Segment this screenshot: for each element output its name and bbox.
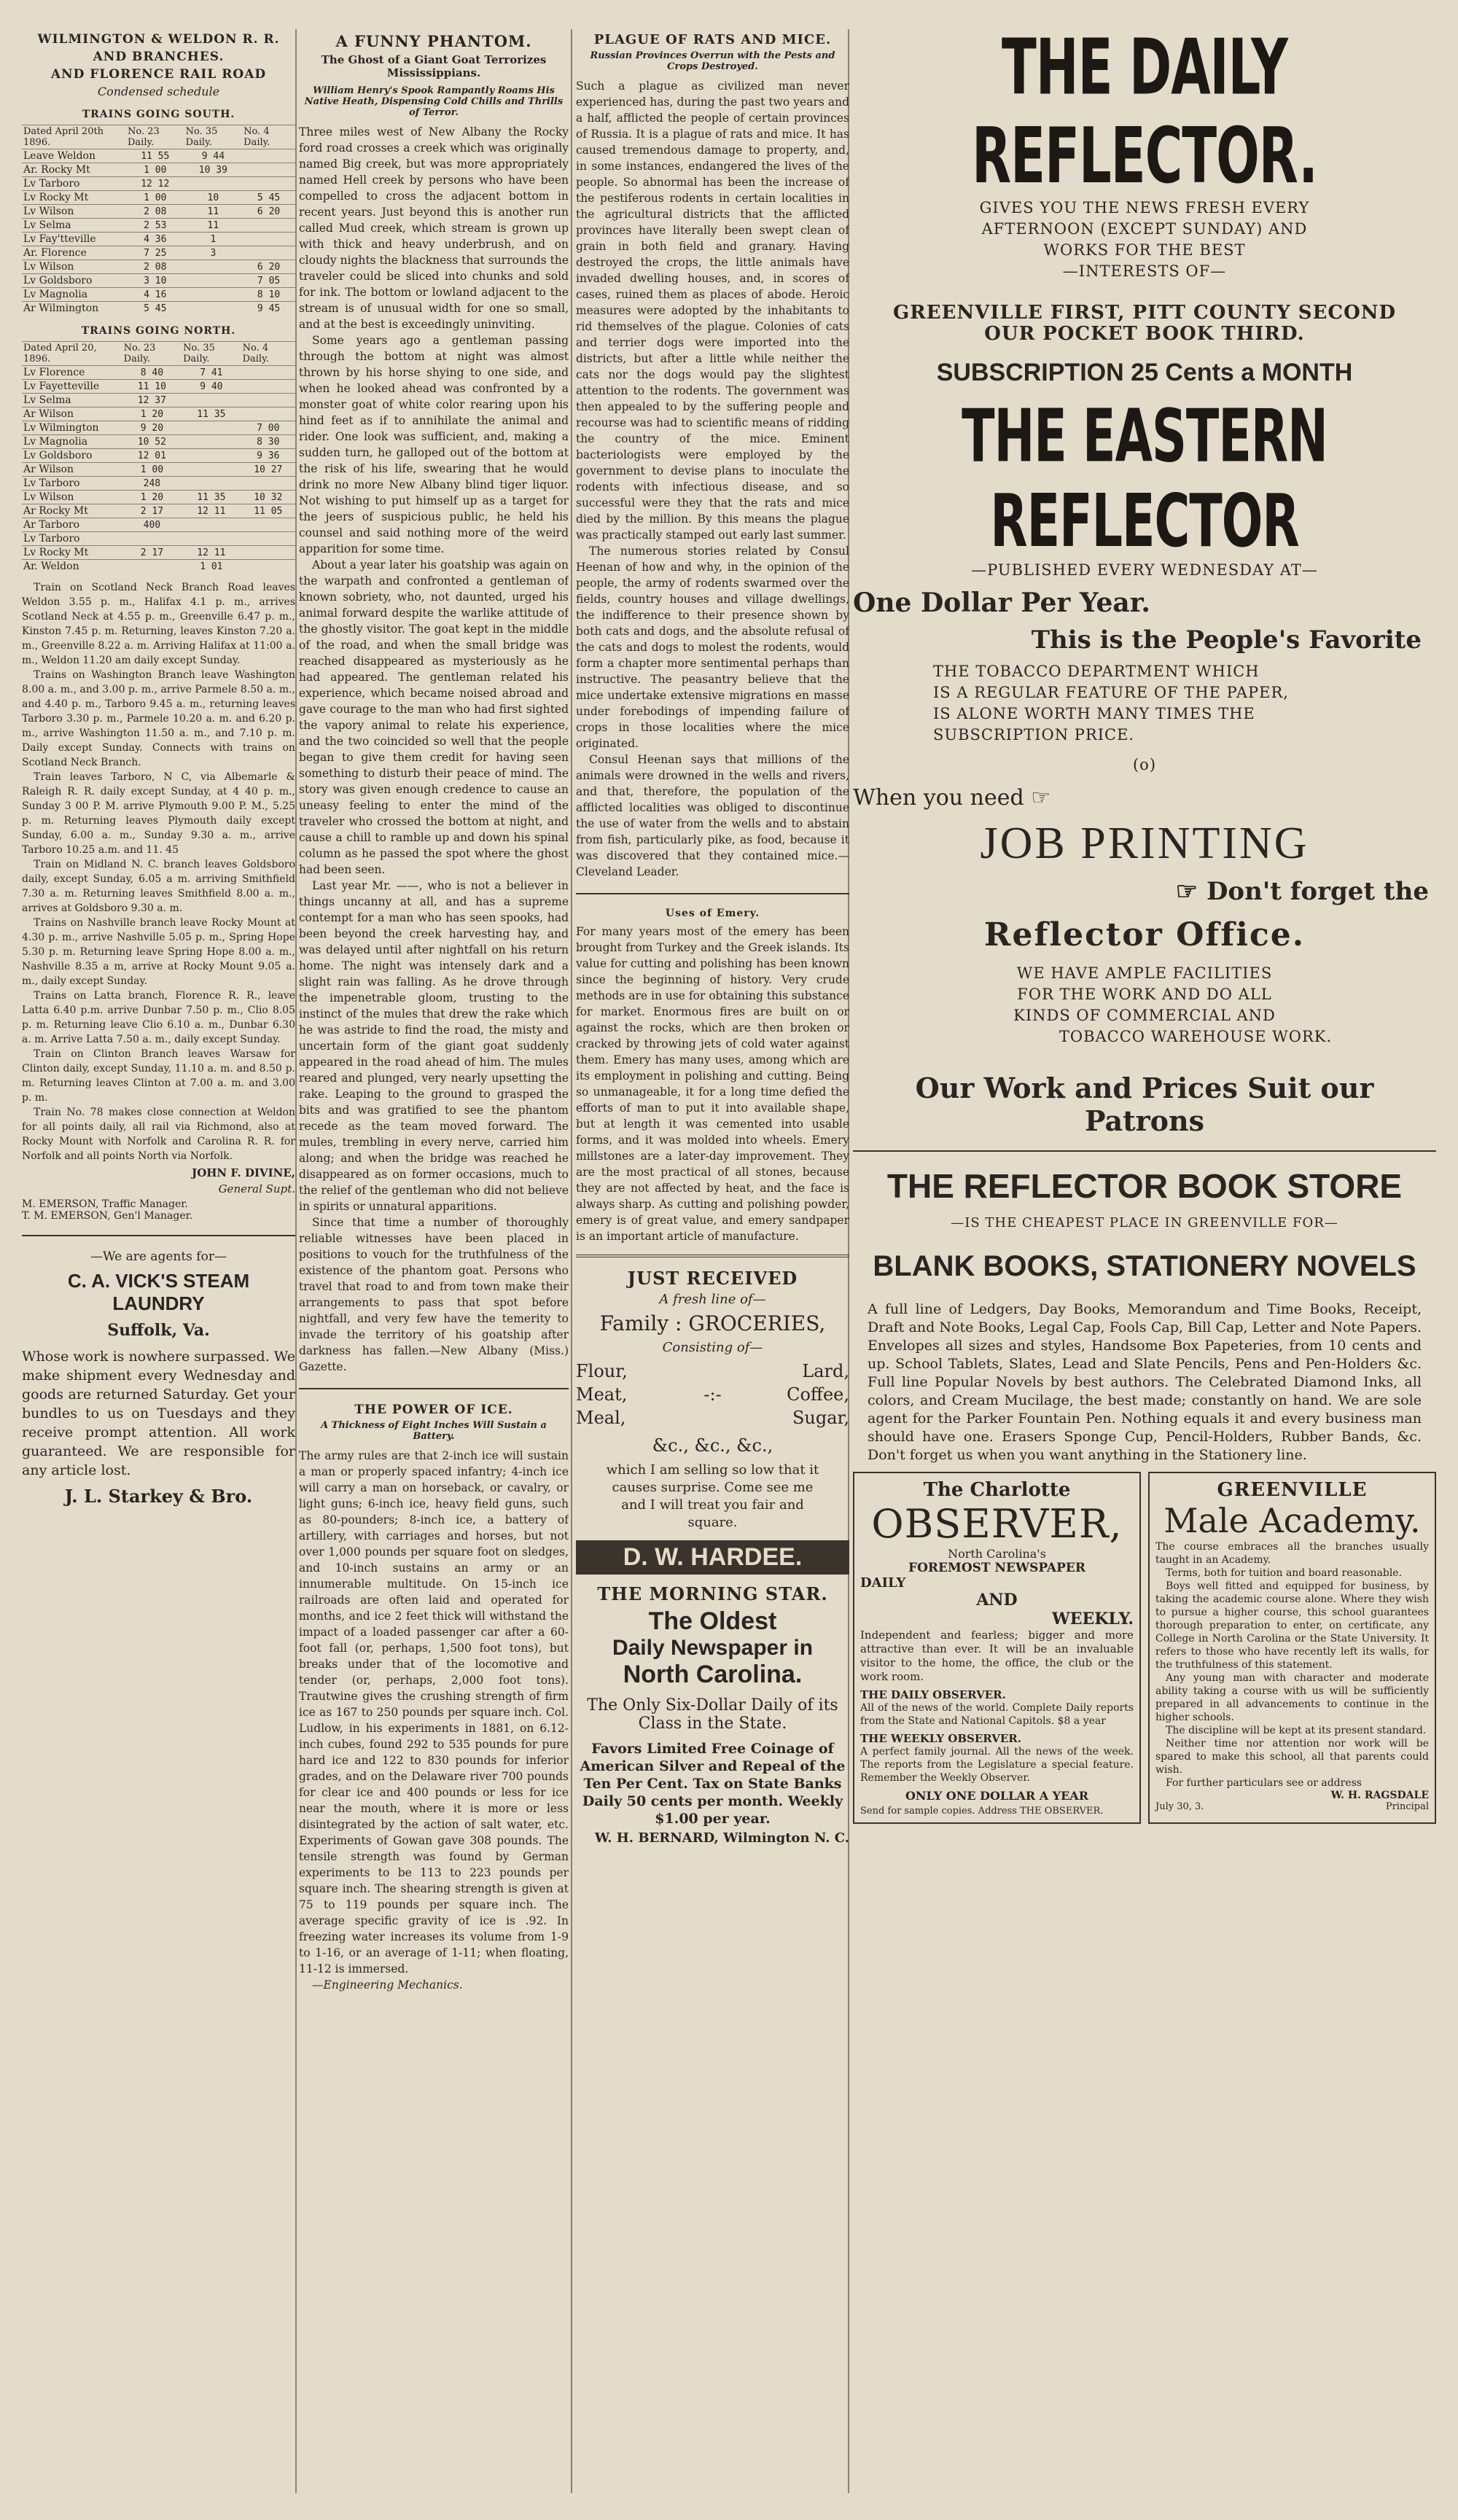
daily-line3: WORKS FOR THE BEST: [1043, 241, 1246, 259]
south-col-2: No. 4 Daily.: [242, 125, 295, 149]
observer-daily-hdr: THE DAILY OBSERVER.: [860, 1688, 1006, 1701]
south-time: 8 10: [242, 288, 295, 302]
south-row: [22, 233, 295, 246]
south-time: 2 53: [126, 219, 184, 233]
observer-foremost: FOREMOST NEWSPAPER: [908, 1561, 1085, 1575]
north-row: [22, 421, 295, 435]
phantom-subtitle: The Ghost of a Giant Goat Terrorizes Mississippians.: [321, 53, 547, 79]
south-time: 4 16: [126, 288, 184, 302]
column-plague: [576, 29, 849, 2508]
branch-schedules: [22, 580, 295, 1163]
academy-body7: For further particulars see or address: [1166, 1777, 1362, 1789]
north-time: [122, 560, 182, 574]
north-station: Lv Rocky Mt: [22, 546, 122, 560]
pointing-hand-icon: ☞: [1031, 785, 1051, 811]
north-time: 12 11: [182, 504, 241, 518]
when-line: [853, 785, 1436, 811]
subscription-line: SUBSCRIPTION 25 Cents a MONTH: [936, 359, 1353, 386]
south-station: Lv Wilson: [22, 260, 126, 274]
divider: [299, 1388, 569, 1389]
north-time: [241, 546, 295, 560]
south-col-0: No. 23 Daily.: [126, 125, 184, 149]
academy-greenville: GREENVILLE: [1217, 1479, 1368, 1501]
when-text: When you need: [853, 785, 1024, 811]
south-station: Lv Wilson: [22, 205, 126, 219]
south-row: [22, 177, 295, 191]
north-time: 9 36: [241, 449, 295, 463]
laundry-location: Suffolk, Va.: [107, 1321, 210, 1340]
south-row: [22, 163, 295, 177]
north-station: Lv Wilmington: [22, 421, 122, 435]
ice-body: The army rules are that 2-inch ice will sustain a man or properly spaced infantry; 4-inch ice will carry a man on horseback, or cavalry, or light guns; 6-inch ice, heavy field guns, such as 80-pounders; 8-inch ice, a battery of artillery, with carriages and horses, but not over 1,000 pounds per square foot on sledges, and 10-inch sustains an army or an innumerable multitude. On 15-inch ice railroads are often laid and operated for months, and ice 2 feet thick will withstand the impact of a loaded passenger car after a 60-foot fall (or, perhaps, 1,500 foot tons), but breaks under that of the locomotive and tender (or, perhaps, 2,000 foot tons). Trautwine gives the crushing strength of firm ice as 167 to 250 pounds per square inch. Col. Ludlow, in his experiments in 1881, on 6.12-inch cubes, found 292 to 535 pounds for pure hard ice and 122 to 830 pounds for inferior grades, and on the Delaware river 700 pounds for clear ice and 400 pounds or less for ice near the mouth, where it is more or less disintegrated by the action of salt water, etc. Experiments of Gowan gave 308 pounds. The tensile strength was found by German experiments to be 113 to 223 pounds per square inch. The shearing strength is given at 75 to 119 pounds per square inch. The average specific gravity of ice is .92. In freezing water increases its volume from 1-9 to 1-16, or an average of 1-11; when floating, 11-12 is immersed.: [299, 1449, 569, 1975]
north-station: Ar Tarboro: [22, 518, 122, 532]
star-h1: The Oldest: [648, 1607, 777, 1635]
south-time: [242, 163, 295, 177]
south-dated: Dated April 20th 1896.: [22, 125, 126, 149]
blank-books-line: BLANK BOOKS, STATIONERY NOVELS: [873, 1250, 1416, 1282]
column-phantom: [299, 29, 569, 2508]
grocery-item: Meat,: [576, 1384, 628, 1405]
facilities2: FOR THE WORK AND DO ALL: [1017, 986, 1272, 1003]
divider: [22, 1235, 295, 1236]
eastern-reflector-masthead: THE EASTERN REFLECTOR: [962, 394, 1328, 564]
north-station: Lv Florence: [22, 366, 122, 380]
grocery-item: Meal,: [576, 1408, 626, 1428]
north-time: [182, 449, 241, 463]
south-time: 1 00: [126, 191, 184, 205]
north-station: Lv Fayetteville: [22, 380, 122, 394]
north-time: [241, 407, 295, 421]
academy-body4: Any young man with character and moderate ability taking a course with us will be sufficiently prepared in all advancements to continue in the higher schools.: [1155, 1672, 1429, 1723]
north-row: [22, 546, 295, 560]
daily-line2: AFTERNOON (EXCEPT SUNDAY) AND: [981, 220, 1308, 238]
daily-line4: —INTERESTS OF—: [1062, 262, 1227, 280]
south-row: [22, 205, 295, 219]
south-time: 6 20: [242, 260, 295, 274]
north-station: Lv Wilson: [22, 491, 122, 504]
emery-body: For many years most of the emery has been brought from Turkey and the Greek islands. Its value for cutting and polishing has been known since the beginning of history. Very crude methods are in use for obtaining this substance for market. Enormous fires are built on or against the rocks, which are then broken or cracked by throwing jets of cold water against them. Emery has many uses, among which are its employment in polishing and cutting. Being so unmanageable, it for a long time defied the efforts of man to put it into available shape, but at length it was cemented into usable forms, and it was molded into wheels. Emery millstones are a later-day improvement. They are the most practical of all stones, because they are not affected by heat, and the face is always sharp. As cutting and polishing powder, emery is of great value, and emery sandpaper is an important article of manufacture.: [576, 925, 849, 1243]
south-time: 2 08: [126, 260, 184, 274]
divider: [853, 1150, 1436, 1152]
north-station: Ar Wilson: [22, 407, 122, 421]
branch-paragraph: Trains on Latta branch, Florence R. R., leave Latta 6.40 p.m. arrive Dunbar 7.50 p. m., Clio 8.05 p. m. Returning leave Clio 6.10 a. m., Dunbar 6.30 a. m. Arrive Latta 7.50 a. m., daily except Sunday.: [22, 990, 295, 1045]
observer-name: OBSERVER,: [871, 1501, 1123, 1547]
north-station: Lv Magnolia: [22, 435, 122, 449]
academy-body5: The discipline will be kept at its present standard.: [1166, 1725, 1427, 1736]
academy-signature: W. H. RAGSDALE: [1330, 1790, 1429, 1801]
grocery-item: Coffee,: [787, 1384, 849, 1405]
signature-emerson: M. EMERSON, Traffic Manager.: [22, 1198, 188, 1210]
star-title: THE MORNING STAR.: [597, 1583, 828, 1604]
plague-title: PLAGUE OF RATS AND MICE.: [593, 32, 832, 47]
branch-paragraph: Train on Clinton Branch leaves Warsaw for Clinton daily, except Sunday, 11.10 a. m. and 8.50 p. m. Returning leaves Clinton at 7.00 a. m. and 3.00 p. m.: [22, 1048, 295, 1104]
ornament: (o): [1132, 756, 1157, 773]
north-time: 248: [122, 477, 182, 491]
observer-daily: DAILY: [860, 1575, 906, 1591]
north-row: [22, 504, 295, 518]
south-station: Ar Wilmington: [22, 302, 126, 316]
observer-weekly-body: A perfect family journal. All the news of the week. The reports from the Legislature a special feature. Remember the Weekly Observer.: [860, 1746, 1134, 1784]
north-station: Lv Tarboro: [22, 532, 122, 546]
daily-reflector-masthead: THE DAILY REFLECTOR.: [972, 29, 1317, 201]
tobacco2: IS A REGULAR FEATURE OF THE PAPER,: [933, 684, 1289, 701]
ice-deck: A Thickness of Eight Inches Will Sustain a Battery.: [321, 1420, 547, 1442]
north-time: [241, 560, 295, 574]
north-time: [182, 421, 241, 435]
north-time: 7 00: [241, 421, 295, 435]
observer-sample: Send for sample copies. Address THE OBSERVER.: [860, 1806, 1104, 1817]
grocery-item: Lard,: [802, 1361, 849, 1381]
star-h2: Daily Newspaper in: [612, 1636, 814, 1660]
academy-body3: Boys well fitted and equipped for business, by taking the academic course alone. Where they wish to pursue a higher course, this school guarantees thorough preparation to enter, on certificate, any College in North Carolina or the State University. It refers to those who have recently left its walls, for the truthfulness of this statement.: [1155, 1580, 1429, 1671]
north-time: 10 32: [241, 491, 295, 504]
south-station: Lv Goldsboro: [22, 274, 126, 288]
north-time: 10 27: [241, 463, 295, 477]
groceries-list: [576, 1360, 849, 1429]
north-col-0: No. 23 Daily.: [122, 342, 182, 366]
south-timetable: [22, 125, 295, 315]
column-reflector: [853, 29, 1436, 2508]
north-time: [182, 463, 241, 477]
north-time: 1 20: [122, 491, 182, 504]
hardee-name: D. W. HARDEE.: [576, 1540, 849, 1575]
academy-footer: [1155, 1801, 1429, 1812]
article-paragraph: Such a plague as civilized man never experienced has, during the past two years and a half, afflicted the people of certain provinces of Russia. It is a plague of rats and mice. It has caused tremendous damage to property, and, in some instances, endangered the lives of the people. So abnormal has been the increase of the pestiferous rodents in certain localities in the agricultural districts that the afflicted provinces have literally been swept clean of grain in both field and granary. Having destroyed the crops, the little animals have invaded dwelling houses, and, in scores of cases, ruined them as places of abode. Heroic measures were adopted by the inhabitants to rid themselves of the plague. Colonies of cats and terrier dogs were imported into the districts, but after a little while neither the cats nor the dogs would pay the slightest attention to the rodents. The government was then appealed to by the suffering people and recourse was had to scientific means of ridding the country of the mice. Eminent bacteriologists were employed by the government to devise plans to inoculate the rodents with infectious disease, and so successful were they that the rats and mice died by the million. By this means the plague was practically stamped out early last summer.: [576, 79, 849, 542]
south-row: [22, 246, 295, 260]
north-time: 11 35: [182, 491, 241, 504]
laundry-name: C. A. VICK'S STEAM LAUNDRY: [67, 1270, 250, 1314]
north-time: 400: [122, 518, 182, 532]
ice-source: —Engineering Mechanics.: [312, 1978, 463, 1992]
phantom-article: [299, 124, 569, 1375]
article-paragraph: Consul Heenan says that millions of the animals were drowned in the wells and rivers, and that, therefore, the population of the afflicted localities was obliged to discontinue the use of water from the wells and to abstain from fish, particularly pike, as food, because it was discovered that they contained mice.—Cleveland Leader.: [576, 753, 849, 878]
academy-date: July 30, 3.: [1155, 1801, 1204, 1812]
south-row: [22, 302, 295, 316]
south-time: 11: [184, 205, 243, 219]
south-station: Lv Selma: [22, 219, 126, 233]
facilities4: TOBACCO WAREHOUSE WORK.: [1059, 1028, 1333, 1045]
north-time: 2 17: [122, 546, 182, 560]
emery-title: Uses of Emery.: [665, 908, 760, 919]
north-row: [22, 407, 295, 421]
observer-and: AND: [976, 1591, 1018, 1610]
bookstore-title: THE REFLECTOR BOOK STORE: [886, 1167, 1403, 1205]
south-row: [22, 274, 295, 288]
laundry-body: Whose work is nowhere surpassed. We make shipment every Wednesday and goods are returned Saturday. Get your bundles to us on Tuesdays and they receive prompt attention. All work guaranteed. We are responsible for any article lost.: [22, 1349, 295, 1478]
groceries-pitch: which I am selling so low that it causes surprise. Come see me and I will treat you fair and square.: [606, 1462, 819, 1530]
trains-north-header: TRAINS GOING NORTH.: [81, 325, 236, 337]
academy-ad: [1148, 1472, 1436, 1824]
north-time: 9 20: [122, 421, 182, 435]
south-time: [242, 233, 295, 246]
north-time: [241, 366, 295, 380]
north-row: [22, 435, 295, 449]
south-time: 10 39: [184, 163, 243, 177]
north-time: [241, 477, 295, 491]
north-time: [182, 394, 241, 407]
north-time: 2 17: [122, 504, 182, 518]
article-paragraph: Since that time a number of thoroughly reliable witnesses have been placed in positions to vouch for the truthfulness of the existence of the phantom goat. Persons who travel that road to and from town make their arrangements to pass that spot before nightfall, and very few have the temerity to invade the territory of his goatship after darkness has fallen.—New Albany (Miss.) Gazette.: [299, 1216, 569, 1373]
north-col-2: No. 4 Daily.: [241, 342, 295, 366]
railroad-sub2: AND FLORENCE RAIL ROAD: [50, 67, 267, 82]
north-time: [241, 532, 295, 546]
north-row: [22, 477, 295, 491]
north-time: 1 20: [122, 407, 182, 421]
article-paragraph: Three miles west of New Albany the Rocky ford road crosses a creek which was originally named Big creek, but was more appropriately named Hell creek by persons who have been compelled to cross the adjacent bottom in recent years. Just beyond this is another run called Mud creek, which stream is grown up with thick and heavy underbrush, and on cloudy nights the blackness that surrounds the traveler could be sliced into chunks and sold for ink. The bottom or lowland adjacent to the stream is of unusual width for one so small, and at the best is exceedingly uninviting.: [299, 125, 569, 331]
south-time: 6 20: [242, 205, 295, 219]
groceries-headline: JUST RECEIVED: [627, 1268, 798, 1289]
greenville-line: GREENVILLE FIRST, PITT COUNTY SECOND: [892, 302, 1397, 324]
star-signature: W. H. BERNARD, Wilmington N. C.: [594, 1830, 849, 1846]
south-time: 4 36: [126, 233, 184, 246]
south-time: 7 25: [126, 246, 184, 260]
cheapest-line: —IS THE CHEAPEST PLACE IN GREENVILLE FOR—: [951, 1215, 1338, 1230]
south-time: 5 45: [242, 191, 295, 205]
south-time: 2 08: [126, 205, 184, 219]
article-paragraph: About a year later his goatship was again on the warpath and confronted a gentleman of known sobriety, who, not daunted, urged his animal forward despite the warlike attitude of the ghostly visitor. The goat kept in the middle of the road, and when the small bridge was reached disappeared as mysteriously as he had appeared. The gentleman related his experience, which became noised abroad and gave courage to the man who had first sighted the vapory animal to relate his experience, and the two coincided so well that the people began to give them credit for having seen something to disturb their peace of mind. The story was given enough credence to cause an uneasy feeling to enter the mind of the traveler who crossed the bottom at night, and cause a chill to ramble up and down his spinal column as he passed the spot where the ghost had been seen.: [299, 558, 569, 876]
branch-paragraph: Trains on Washington Branch leave Washington 8.00 a. m., and 3.00 p. m., arrive Parmele 8.50 a. m., and 4.40 p. m., Tarboro 9.45 a. m., returning leaves Tarboro 3.30 p. m., Parmele 10.20 a. m. and 6.20 p. m., arrive Washington 11.50 a. m., and 7.10 p. m. Daily except Sunday. Connects with trains on Scotland Neck Branch.: [22, 669, 295, 768]
north-station: Ar. Weldon: [22, 560, 122, 574]
south-time: 3 10: [126, 274, 184, 288]
north-row: [22, 532, 295, 546]
plague-deck: Russian Provinces Overrun with the Pests and Crops Destroyed.: [590, 50, 835, 72]
south-station: Leave Weldon: [22, 149, 126, 163]
condensed-schedule: Condensed schedule: [97, 85, 220, 98]
academy-body1: The course embraces all the branches usually taught in an Academy.: [1155, 1541, 1429, 1566]
north-station: Lv Selma: [22, 394, 122, 407]
observer-body: Independent and fearless; bigger and more attractive than ever. It will be an invaluable visitor to the home, the office, the club or the work room.: [860, 1628, 1134, 1683]
laundry-signature: J. L. Starkey & Bro.: [64, 1486, 253, 1507]
observer-daily-body: All of the news of the world. Complete Daily reports from the State and National Capitols. $8 a year: [860, 1702, 1134, 1727]
reflector-office: Reflector Office.: [983, 916, 1306, 953]
north-time: [182, 435, 241, 449]
pointing-hand-icon: ☞: [1175, 877, 1206, 906]
north-time: 7 41: [182, 366, 241, 380]
branch-paragraph: Train leaves Tarboro, N C, via Albemarle & Raleigh R. R. daily except Sunday, at 4 40 p. m., Sunday 3 00 P. M. arrive Plymouth 9.00 P. M., 5.25 p. m. Returning leaves Plymouth daily except Sunday, 6.00 a. m., Sunday 9.30 a. m., arrive Tarboro 10.25 a.m. and 11. 45: [22, 771, 295, 856]
railroad-sub1: AND BRANCHES.: [93, 50, 225, 64]
north-row: [22, 491, 295, 504]
signature-divine-title: General Supt.: [218, 1182, 295, 1195]
north-row: [22, 366, 295, 380]
north-time: 8 30: [241, 435, 295, 449]
south-time: [242, 149, 295, 163]
signature-manager: T. M. EMERSON, Gen'l Manager.: [22, 1210, 193, 1222]
south-row: [22, 149, 295, 163]
south-row: [22, 260, 295, 274]
south-time: 3: [184, 246, 243, 260]
observer-ad: [853, 1472, 1141, 1824]
facilities3: KINDS OF COMMERCIAL AND: [1013, 1007, 1276, 1024]
south-col-1: No. 35 Daily.: [184, 125, 243, 149]
south-time: [242, 246, 295, 260]
north-row: [22, 560, 295, 574]
dont-text: Don't forget the: [1206, 877, 1429, 906]
north-time: 8 40: [122, 366, 182, 380]
observer-dollar: ONLY ONE DOLLAR A YEAR: [905, 1789, 1088, 1803]
prices-line: Our Work and Prices Suit our Patrons: [915, 1072, 1374, 1137]
north-time: [241, 518, 295, 532]
north-time: [182, 477, 241, 491]
south-time: [184, 302, 243, 316]
plague-article: [576, 78, 849, 880]
favorite-line: This is the People's Favorite: [1031, 625, 1422, 655]
phantom-title: A FUNNY PHANTOM.: [335, 32, 532, 50]
north-time: [182, 518, 241, 532]
north-time: 11 35: [182, 407, 241, 421]
south-station: Ar. Florence: [22, 246, 126, 260]
groceries-fresh: A fresh line of—: [659, 1292, 766, 1307]
north-row: [22, 380, 295, 394]
trains-south-header: TRAINS GOING SOUTH.: [82, 109, 235, 120]
daily-line1: GIVES YOU THE NEWS FRESH EVERY: [979, 199, 1310, 216]
academy-principal: Principal: [1385, 1801, 1429, 1812]
south-time: 11: [184, 219, 243, 233]
grocery-item: Sugar,: [792, 1408, 849, 1428]
south-station: Ar. Rocky Mt: [22, 163, 126, 177]
groceries-etc: &c., &c., &c.,: [652, 1435, 773, 1456]
branch-paragraph: Train No. 78 makes close connection at Weldon for all points daily, all rail via Richmond, also at Rocky Mount with Norfolk and Carolina R. R. for Norfolk and all points North via Norfolk.: [22, 1107, 295, 1162]
south-time: 9 44: [184, 149, 243, 163]
north-timetable: [22, 341, 295, 573]
observer-the: The Charlotte: [923, 1479, 1071, 1501]
tobacco3: IS ALONE WORTH MANY TIMES THE: [933, 705, 1255, 722]
north-station: Lv Tarboro: [22, 477, 122, 491]
south-time: 5 45: [126, 302, 184, 316]
column-rule: [295, 29, 297, 2493]
north-station: Ar Wilson: [22, 463, 122, 477]
south-time: 11 55: [126, 149, 184, 163]
star-h3: North Carolina.: [623, 1661, 803, 1688]
north-time: 12 11: [182, 546, 241, 560]
observer-nc: North Carolina's: [948, 1547, 1046, 1561]
signature-divine: JOHN F. DIVINE,: [192, 1166, 295, 1179]
south-time: [242, 219, 295, 233]
south-time: 7 05: [242, 274, 295, 288]
north-time: [241, 394, 295, 407]
job-printing: JOB PRINTING: [980, 819, 1309, 868]
north-time: 11 05: [241, 504, 295, 518]
ice-title: THE POWER OF ICE.: [354, 1403, 513, 1417]
dont-line: [853, 877, 1429, 906]
branch-paragraph: Train on Midland N. C. branch leaves Goldsboro daily, except Sunday, 6.05 a m. arriving Smithfield 7.30 a. m. Returning leaves Smithfield 8.00 a. m., arrives at Goldsboro 9.30 a. m.: [22, 859, 295, 914]
north-time: [122, 532, 182, 546]
railroad-title: WILMINGTON & WELDON R. R.: [37, 32, 280, 47]
south-time: 1: [184, 233, 243, 246]
grocery-ornament: -:-: [703, 1384, 722, 1405]
pocket-line: OUR POCKET BOOK THIRD.: [984, 323, 1305, 345]
star-h4: The Only Six-Dollar Daily of its Class in the State.: [587, 1696, 838, 1733]
north-time: 11 10: [122, 380, 182, 394]
north-time: [241, 380, 295, 394]
star-body: Favors Limited Free Coinage of American Silver and Repeal of the Ten Per Cent. Tax on State Banks Daily 50 cents per month. Weekly $1.00 per year.: [580, 1741, 846, 1827]
north-row: [22, 394, 295, 407]
article-paragraph: Last year Mr. ——, who is not a believer in things uncanny at all, and has a supreme contempt for a man who has seen spooks, had been beyond the creek harvesting hay, and was delayed until after nightfall on his return home. The night was intensely dark and a slight rain was falling. As he drove through the impenetrable gloom, trusting to the instinct of the mules that drew the rake which he was astride to find the road, the misty and uncertain form of the giant goat suddenly appeared in the road ahead of him. The mules reared and plunged, very nearly upsetting the rake. Leaping to the ground to grasped the bits and was gratified to see the phantom recede as the team moved forward. The mules, trembling in every nerve, carried him along; and when the bridge was reached he disappeared as on former occasions, much to the relief of the gentleman who did not believe in spirits or unnatural apparitions.: [299, 879, 569, 1213]
agents-line: —We are agents for—: [90, 1249, 227, 1264]
north-time: 12 37: [122, 394, 182, 407]
phantom-deck: William Henry's Spook Rampantly Roams His Native Heath, Dispensing Cold Chills and Thrills of Terror.: [304, 85, 564, 118]
observer-weekly-hdr: THE WEEKLY OBSERVER.: [860, 1732, 1021, 1745]
south-station: Lv Fay'tteville: [22, 233, 126, 246]
south-station: Lv Tarboro: [22, 177, 126, 191]
tobacco1: THE TOBACCO DEPARTMENT WHICH: [933, 663, 1260, 680]
divider: [576, 1255, 849, 1257]
column-railroad: [22, 29, 295, 2508]
grocery-item: Flour,: [576, 1361, 628, 1381]
branch-paragraph: Train on Scotland Neck Branch Road leaves Weldon 3.55 p. m., Halifax 4.1 p. m., arrives Scotland Neck at 4.55 p. m., Greenville 6.47 p. m., Kinston 7.45 p. m. Returning, leaves Kinston 7.20 a. m., Greenville 8.22 a. m. Arriving Halifax at 11:00 a. m., Weldon 11.20 am daily except Sunday.: [22, 582, 295, 666]
south-row: [22, 288, 295, 302]
article-paragraph: Some years ago a gentleman passing through the bottom at night was almost thrown by his horse shying to one side, and when he looked ahead was confronted by a monster goat of white color rearing upon his hind feet as if to annihilate the animal and rider. One look was sufficient, and, making a sudden turn, he galloped out of the bottom at the risk of his life, swearing that he would drink no more New Albany blind tiger liquor. Not wishing to put himself up as a target for the jeers of suspicious public, he held his counsel and said nothing more of the weird apparition for some time.: [299, 334, 569, 555]
tobacco4: SUBSCRIPTION PRICE.: [933, 726, 1135, 744]
academy-name: Male Academy.: [1163, 1501, 1421, 1540]
groceries-family: Family : GROCERIES,: [599, 1311, 826, 1335]
books-body: A full line of Ledgers, Day Books, Memorandum and Time Books, Receipt, Draft and Note Books, Legal Cap, Fools Cap, Bill Cap, Letter and Note Papers. Envelopes all sizes and styles, Handsome Box Papeteries, from 10 cents and up. School Tablets, Slates, Lead and Slate Pencils, Pens and Pen-Holders &c. Full line Popular Novels by best authors. The Celebrated Diamond Inks, all colors, and Cream Mucilage, the best made; constantly on hand. We are sole agent for the Parker Fountain Pen. Nothing equals it and every business man should have one. Erasers Sponge Cup, Pencil-Holders, Rubber Bands, &c. Don't forget us when you want anything in the Stationery line.: [868, 1301, 1422, 1463]
column-rule: [571, 29, 572, 2493]
south-time: 1 00: [126, 163, 184, 177]
divider: [576, 893, 849, 894]
south-time: [184, 274, 243, 288]
bottom-ads: [853, 1472, 1436, 1824]
north-station: Ar Rocky Mt: [22, 504, 122, 518]
north-col-1: No. 35 Daily.: [182, 342, 241, 366]
north-dated: Dated April 20, 1896.: [22, 342, 122, 366]
north-time: 10 52: [122, 435, 182, 449]
south-time: 12 12: [126, 177, 184, 191]
south-time: 10: [184, 191, 243, 205]
published-line: —PUBLISHED EVERY WEDNESDAY AT—: [971, 561, 1318, 579]
north-row: [22, 518, 295, 532]
academy-body2: Terms, both for tuition and board reasonable.: [1166, 1567, 1403, 1579]
south-time: [184, 288, 243, 302]
north-time: 9 40: [182, 380, 241, 394]
north-station: Lv Goldsboro: [22, 449, 122, 463]
north-row: [22, 463, 295, 477]
north-time: [182, 532, 241, 546]
south-time: [242, 177, 295, 191]
north-row: [22, 449, 295, 463]
branch-paragraph: Trains on Nashville branch leave Rocky Mount at 4.30 p. m., arrive Nashville 5.05 p. m., Spring Hope 5.30 p. m. Returning leave Spring Hope 8.00 a. m., Nashville 8.35 a m, arrive at Rocky Mount 9.05 a. m., daily except Sunday.: [22, 917, 295, 987]
south-station: Lv Rocky Mt: [22, 191, 126, 205]
south-row: [22, 219, 295, 233]
south-time: 9 45: [242, 302, 295, 316]
article-paragraph: The numerous stories related by Consul Heenan of how and why, in the opinion of the people, the army of rodents swarmed over the fields, country houses and village dwellings, the indifference to their presence shown by both cats and dogs, and the absolute refusal of the cats and dogs to molest the rodents, would form a chapter more sentimental perhaps than instructive. The peasantry believe that the mice undertake extensive migrations en masse under forebodings of impending failure of crops in those localities where the mice originated.: [576, 545, 849, 750]
observer-weekly: WEEKLY.: [1052, 1610, 1134, 1628]
north-time: 1 01: [182, 560, 241, 574]
north-time: 1 00: [122, 463, 182, 477]
north-time: 12 01: [122, 449, 182, 463]
dollar-line: One Dollar Per Year.: [853, 588, 1150, 618]
south-row: [22, 191, 295, 205]
south-station: Lv Magnolia: [22, 288, 126, 302]
south-time: [184, 177, 243, 191]
academy-body6: Neither time nor attention nor work will be spared to make this school, all that parents could wish.: [1155, 1738, 1429, 1776]
south-time: [184, 260, 243, 274]
facilities1: WE HAVE AMPLE FACILITIES: [1016, 964, 1273, 982]
groceries-consisting: Consisting of—: [662, 1340, 763, 1355]
